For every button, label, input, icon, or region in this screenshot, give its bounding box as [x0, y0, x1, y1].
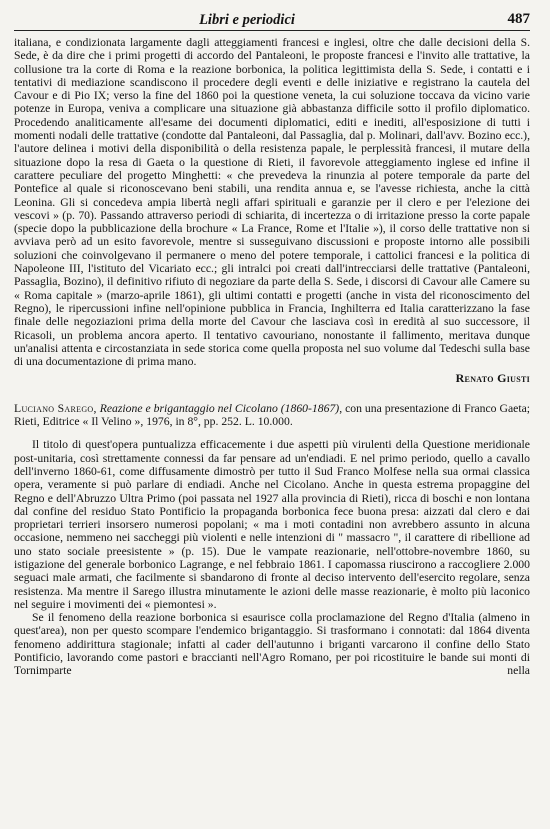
review-heading [14, 402, 530, 429]
paragraph-3: Se il fenomeno della reazione borbonica si esaurisce colla proclamazione del Regno d'Italia (almeno in quest'area), non per questo scompare l'endemico brigantaggio. Si trasformano i connotati: dal 1864 diventa fenomeno addirittura stagionale; infatti al cader dell'autunno i briganti varcarono il confine dello Stato Pontificio, lavorando come pastori e braccianti nell'Agro Romano, per poi ricostituire le bande sui monti di Tornimparte nella [14, 611, 530, 678]
review-body [14, 438, 530, 677]
signature: Renato Giusti [455, 371, 530, 386]
review-title: Reazione e brigantaggio nel Cicolano (1860-1867) [99, 401, 340, 415]
paragraph-2: Il titolo di quest'opera puntualizza efficacemente i due aspetti più virulenti della Questione meridionale post-unitaria, così strettamente connessi da far pensare ad un'endiadi. E nel primo periodo, quello a cavallo dell'inverno 1860-61, come diffusamente dimostrò per tutto il Sud Franco Molfese nella sua ormai classica opera, veramente si può parlare di endiadi. Anche nel Cicolano. Anche in questa estrema propaggine del Regno e dell'Abruzzo Ultra Primo (poi passata nel 1927 alla provincia di Rieti), ricca di boschi e non lontana dal confine del residuo Stato Pontificio la propaganda borbonica fece buona presa: aizzati dal clero e dai proprietari terrieri insorsero numerosi popolani; « ma i moti contadini non avrebbero assunto in alcuna occasione, nemmeno nei saccheggi più violenti e nelle intenzioni di " massacro ", il carattere di ribellione ad uno stato sociale preesistente » (p. 15). Due le vampate reazionarie, nell'ottobre-novembre 1860, su istigazione del generale borbonico Lagrange, e nel febbraio 1861. I capomassa riuscirono a raccogliere 2.000 seguaci male armati, che facilmente si sbandarono di fronte al deciso intervento dell'esercito regolare, senza resistenza. Ma mentre il Sarego illustra minutamente le azioni delle masse reazionarie, è molto più laconico nel seguire i movimenti dei « piemontesi ». [14, 438, 530, 611]
running-head: Libri e periodici [199, 12, 295, 28]
paragraph-1: italiana, e condizionata largamente dagli atteggiamenti francesi e inglesi, oltre che dalle decisioni della S. Sede, è da dire che i primi progetti di accordo del Pantaleoni, le proposte francesi e l'invito alle trattative, la collusione tra la corte di Roma e la reazione borbonica, la politica legittimista della S. Sede, i contatti e i tentativi di mediazione scandiscono il procedere degli eventi e delle iniziative e registrano la cautela del Cavour e di Pio IX; verso la fine del 1860 poi la questione veneta, la cui soluzione toccava da vicino varie potenze in Europa, veniva a complicare una situazione già abbastanza difficile sotto il profilo diplomatico. Procedendo analiticamente all'esame dei documenti diplomatici, editi e inediti, all'esposizione di tutti i momenti nodali delle trattative (condotte dal Pantaleoni, dal Passaglia, dal p. Molinari, dall'avv. Bozino ecc.), l'autore delinea i motivi della disponibilità o della resistenza papale, le perplessità francesi, il mutare della situazione dopo la resa di Gaeta o la questione di Rieti, il favorevole atteggiamento inglese ed infine il carattere peculiare del progetto Minghetti: « che prevedeva la rinunzia al potere temporale da parte del Pontefice al quale si riconoscevano beni stabili, una rendita annua e, se l'avesse richiesta, anche la città Leonina. Gli si concedeva ampia libertà negli affari spirituali e garanzie per il clero e per l'elezione dei vescovi » (p. 70). Passando attraverso periodi di schiarita, di incertezza o di irritazione presso la corte papale (specie dopo la pubblicazione della brochure « La France, Rome et l'Italie »), il corso delle trattative non si avviava però ad un esito favorevole, mentre si susseguivano discussioni e proposte intorno alle possibili soluzioni che coinvolgevano il permanere o meno del potere temporale, i cattolici francesi e la politica di Napoleone III, l'istituto del Vicariato ecc.; gli intralci poi creati dall'intrecciarsi delle trattative (Pantaleoni, Passaglia, Bozino), il definitivo rifiuto di negoziare da parte della S. Sede, i discorsi di Cavour alle Camere su « Roma capitale » (marzo-aprile 1861), gli ultimi contatti e progetti (anche in vista del riconoscimento del Regno), le ripercussioni infine nell'opinione pubblica in Francia, Inghilterra ed Italia caratterizzano la fase finale delle negoziazioni prima della morte del Cavour che lasciava così in eredità al suo successore, il Ricasoli, un problema ancora aperto. Il tentativo cavouriano, nonostante il fallimento, meritava dunque un'analisi attenta e circostanziata in sede storica come quella proposta nel suo volume dal Tedeschi sulla base di una documentazione di prima mano. [14, 36, 530, 369]
page-number: 487 [507, 11, 530, 27]
review-publication: , con una presentazione di Franco Gaeta; Rieti, Editrice « Il Velino », 1976, in 8°, pp. 252. L. 10.000. [14, 401, 530, 429]
article-body [14, 36, 530, 678]
running-header [14, 10, 530, 32]
header-rule [14, 30, 530, 31]
review-author: Luciano Sarego, [14, 401, 97, 415]
